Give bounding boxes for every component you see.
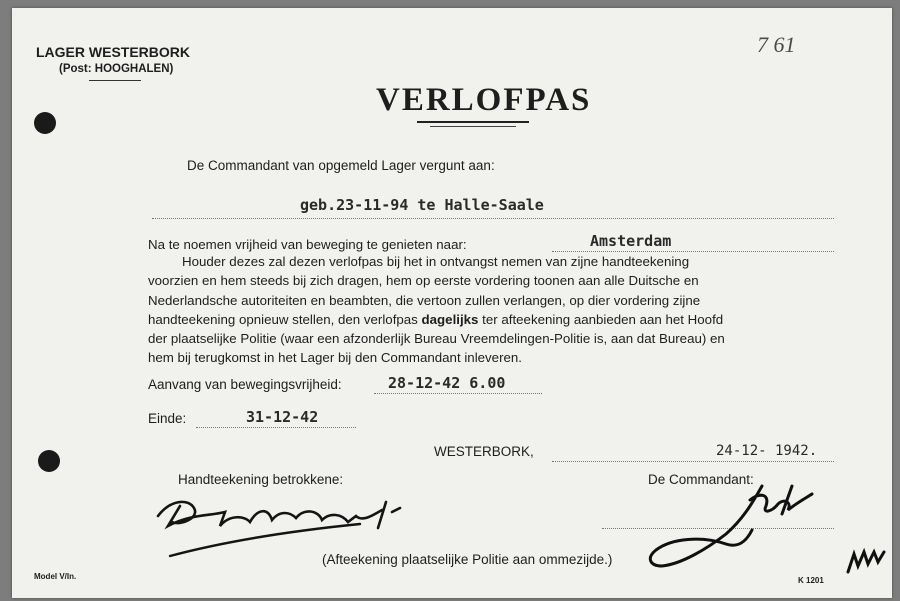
post-underline xyxy=(89,80,141,81)
title-underline xyxy=(417,121,529,123)
bold-word: dagelijks xyxy=(421,311,479,327)
place: WESTERBORK, xyxy=(434,444,534,459)
body-line-part: handteekening opnieuw stellen, den verlofpas xyxy=(148,311,418,327)
document-paper xyxy=(12,8,892,598)
destination-label: Na te noemen vrijheid van beweging te genieten naar: xyxy=(148,237,467,252)
body-line: Nederlandsche autoriteiten en beambten, die vertoon zullen verlangen, op dier vordering zijne xyxy=(148,292,701,308)
start-dots xyxy=(374,393,542,394)
body-line xyxy=(148,310,842,329)
birth-line: geb.23-11-94 te Halle-Saale xyxy=(300,196,544,214)
start-value: 28-12-42 6.00 xyxy=(388,374,506,392)
body-line: hem bij terugkomst in het Lager bij den Commandant inleveren. xyxy=(148,350,522,366)
date-dots xyxy=(552,461,834,462)
body-paragraph xyxy=(148,252,842,368)
body-line: voorzien en hem steeds bij zich dragen, hem op eerste vordering toonen aan alle Duitsche en xyxy=(148,273,699,289)
holder-signature-label: Handteekening betrokkene: xyxy=(178,472,344,487)
post-line: (Post: HOOGHALEN) xyxy=(59,63,174,75)
form-code: K 1201 xyxy=(798,576,824,585)
police-note: (Afteekening plaatselijke Politie aan ommezijde.) xyxy=(322,552,613,567)
name-line-dots xyxy=(152,218,834,219)
end-dots xyxy=(196,427,356,428)
title-underline-small xyxy=(430,126,516,127)
punch-hole-bottom xyxy=(38,450,60,472)
intro-text: De Commandant van opgemeld Lager vergunt aan: xyxy=(187,158,495,173)
destination-value: Amsterdam xyxy=(590,232,672,250)
model-code: Model V/In. xyxy=(34,572,77,581)
start-label: Aanvang van bewegingsvrijheid: xyxy=(148,377,342,392)
end-value: 31-12-42 xyxy=(246,408,319,426)
date-value: 24-12- 1942. xyxy=(716,443,818,459)
commandant-label: De Commandant: xyxy=(648,472,754,487)
body-line-part: ter afteekening aanbieden aan het Hoofd xyxy=(482,311,724,327)
document-title: VERLOFPAS xyxy=(376,82,592,118)
body-line: Houder dezes zal dezen verlofpas bij het in ontvangst nemen van zijne handteekening xyxy=(182,254,690,269)
archive-number: 7 61 xyxy=(757,32,796,57)
punch-hole-top xyxy=(34,112,56,134)
body-line: der plaatselijke Politie (waar een afzonderlijk Bureau Vreemdelingen-Politie is, aan dat Bureau) en xyxy=(148,331,725,347)
margin-scribble xyxy=(842,540,892,580)
end-label: Einde: xyxy=(148,411,187,426)
commandant-signature xyxy=(642,474,832,574)
camp-name: LAGER WESTERBORK xyxy=(36,44,190,60)
